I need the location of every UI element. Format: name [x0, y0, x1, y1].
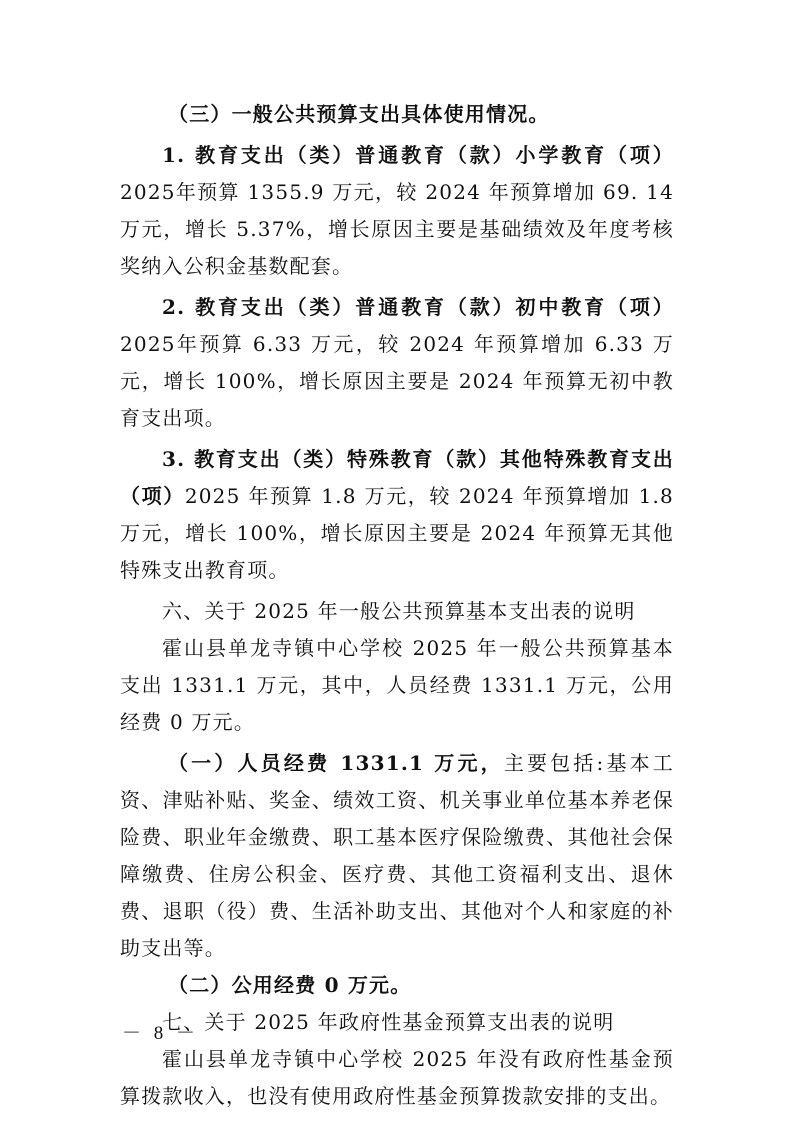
document-body [120, 96, 674, 1115]
item1-paragraph [120, 137, 674, 285]
section7-text: 霍山县单龙寺镇中心学校 2025 年没有政府性基金预算拨款收入，也没有使用政府性基金预算拨款安排的支出。 [120, 1047, 674, 1108]
item2-text: 2025年预算 6.33 万元，较 2024 年预算增加 6.33 万元，增长 100%，增长原因主要是 2024 年预算无初中教育支出项。 [120, 332, 674, 430]
section3-heading: （三）一般公共预算支出具体使用情况。 [168, 102, 550, 126]
public-expense-heading: （二）公用经费 0 万元。 [168, 973, 412, 997]
section6-heading: 六、关于 2025 年一般公共预算基本支出表的说明 [162, 599, 636, 623]
item3-text: 2025 年预算 1.8 万元，较 2024 年预算增加 1.8 万元，增长 100%，增长原因主要是 2024 年预算无其他特殊支出教育项。 [120, 484, 674, 582]
section7-heading: 七、关于 2025 年政府性基金预算支出表的说明 [162, 1010, 615, 1034]
item2-title: 2. 教育支出（类）普通教育（款）初中教育（项） [162, 295, 674, 319]
item2-paragraph [120, 289, 674, 437]
item3-title: 3. 教育支出（类）特殊教育（款）其他特殊教育支出（项） [120, 447, 674, 508]
personnel-title: （一）人员经费 1331.1 万元， [168, 751, 504, 775]
page-number: － 8 － [122, 1023, 200, 1044]
personnel-text: 主要包括:基本工资、津贴补贴、奖金、绩效工资、机关事业单位基本养老保险费、职业年金缴费、职工基本医疗保险缴费、其他社会保障缴费、住房公积金、医疗费、其他工资福利支出、退休费、退职（役）费、生活补助支出、其他对个人和家庭的补助支出等。 [120, 751, 674, 960]
personnel-paragraph [120, 745, 674, 967]
item3-paragraph [120, 441, 674, 589]
item1-text: 2025年预算 1355.9 万元，较 2024 年预算增加 69. 14 万元，增长 5.37%，增长原因主要是基础绩效及年度考核奖纳入公积金基数配套。 [120, 180, 674, 278]
item1-title: 1. 教育支出（类）普通教育（款）小学教育（项） [162, 143, 674, 167]
section6-intro: 霍山县单龙寺镇中心学校 2025 年一般公共预算基本支出 1331.1 万元，其中，人员经费 1331.1 万元，公用经费 0 万元。 [120, 636, 674, 734]
